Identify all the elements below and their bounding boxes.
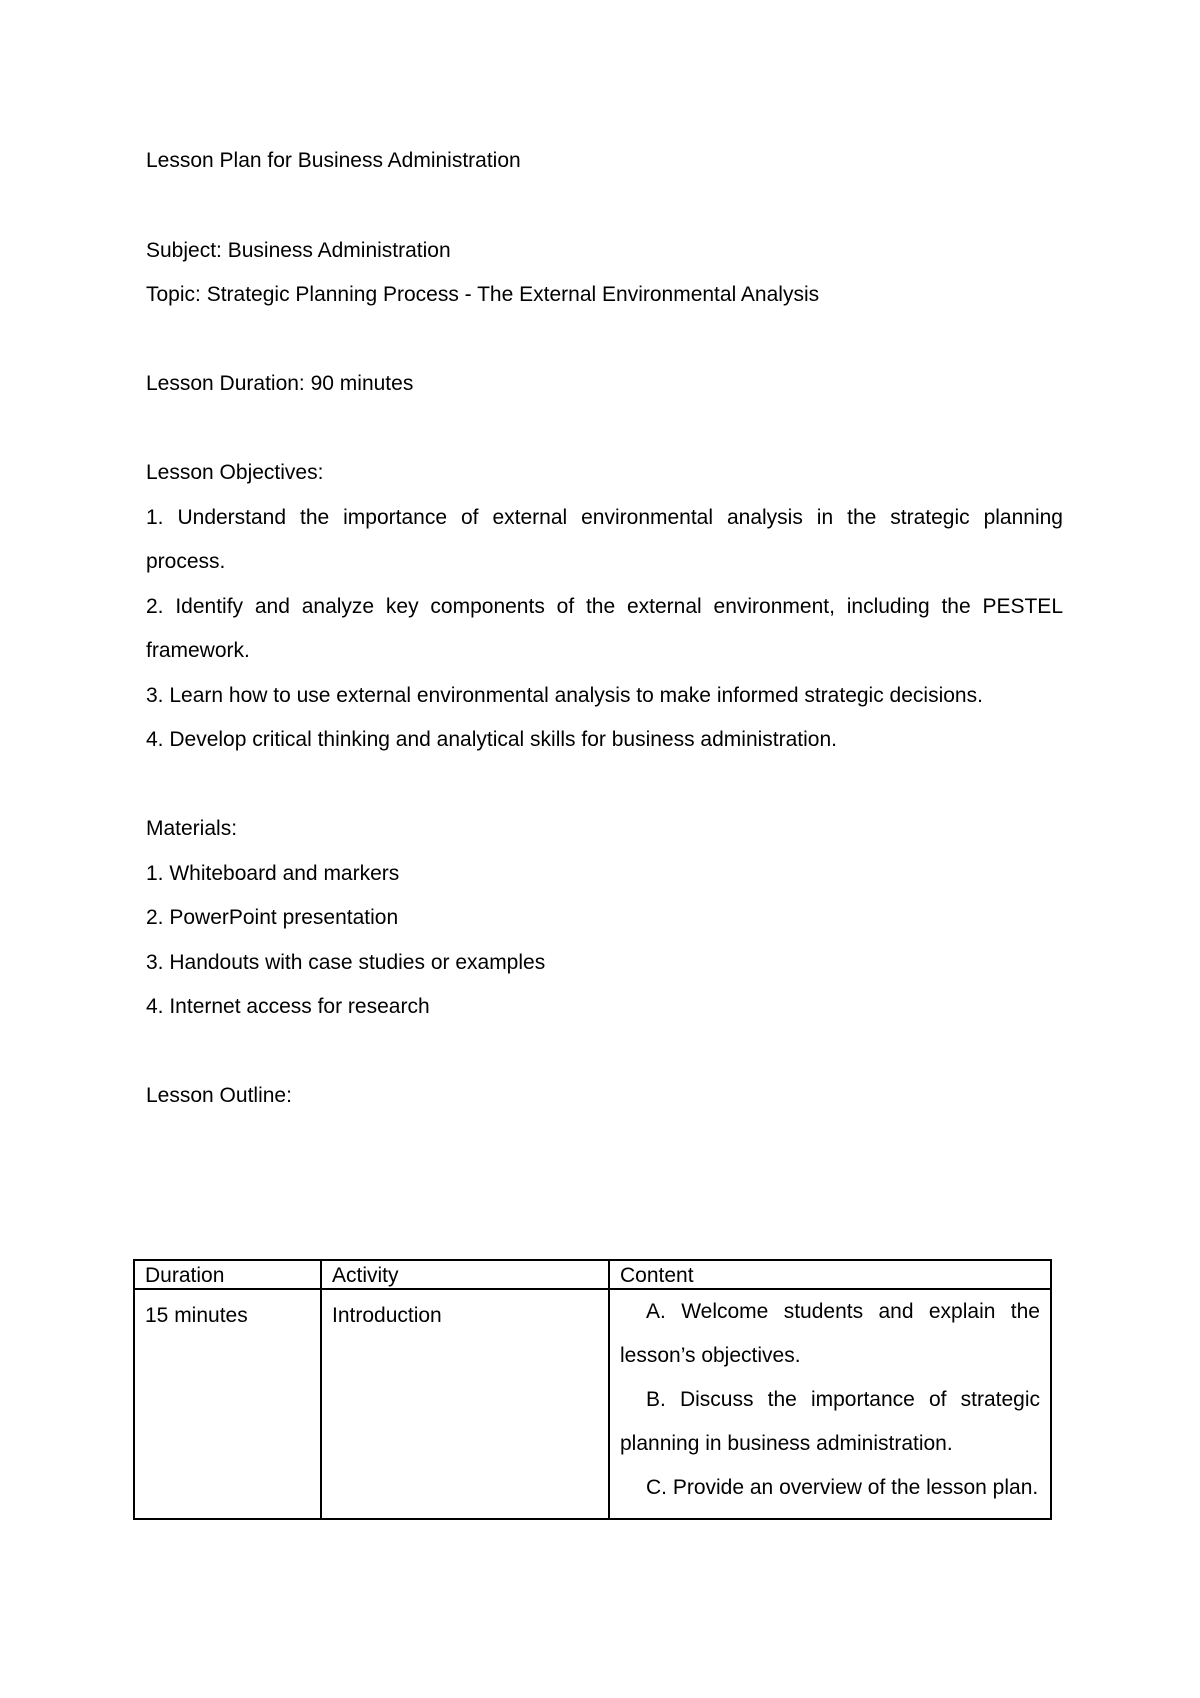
objectives-heading: Lesson Objectives: (146, 461, 324, 484)
objective-2-line2: framework. (146, 639, 250, 662)
row-duration: 15 minutes (134, 1289, 321, 1519)
content-item-a: A. Welcome students and explain the lesson’s objectives. (620, 1300, 1040, 1367)
material-item: 2. PowerPoint presentation (146, 906, 399, 929)
objective-4: 4. Develop critical thinking and analytical skills for business administration. (146, 728, 837, 751)
header-duration: Duration (134, 1260, 321, 1289)
header-activity: Activity (321, 1260, 609, 1289)
objective-2-line1: 2. Identify and analyze key components of the external environment, including the PESTEL (146, 595, 1063, 618)
material-item: 1. Whiteboard and markers (146, 862, 400, 885)
lesson-outline-table (133, 1259, 1052, 1520)
row-content (609, 1289, 1051, 1519)
material-item: 4. Internet access for research (146, 995, 430, 1018)
header-content: Content (609, 1260, 1051, 1289)
duration-line: Lesson Duration: 90 minutes (146, 372, 414, 395)
document-title: Lesson Plan for Business Administration (146, 149, 521, 172)
objective-1-line2: process. (146, 550, 226, 573)
objective-3: 3. Learn how to use external environmental analysis to make informed strategic decisions. (146, 684, 983, 707)
table-header-row (134, 1260, 1051, 1289)
row-activity: Introduction (321, 1289, 609, 1519)
topic-line: Topic: Strategic Planning Process - The External Environmental Analysis (146, 283, 820, 306)
objective-1-line1: 1. Understand the importance of external environmental analysis in the strategic planning (146, 506, 1063, 529)
content-item-b: B. Discuss the importance of strategic planning in business administration. (620, 1388, 1040, 1455)
materials-heading: Materials: (146, 817, 238, 840)
table-row (134, 1289, 1051, 1519)
outline-heading: Lesson Outline: (146, 1084, 292, 1107)
content-item-c: C. Provide an overview of the lesson plan. (646, 1476, 1039, 1499)
material-item: 3. Handouts with case studies or examples (146, 951, 546, 974)
subject-line: Subject: Business Administration (146, 239, 451, 262)
